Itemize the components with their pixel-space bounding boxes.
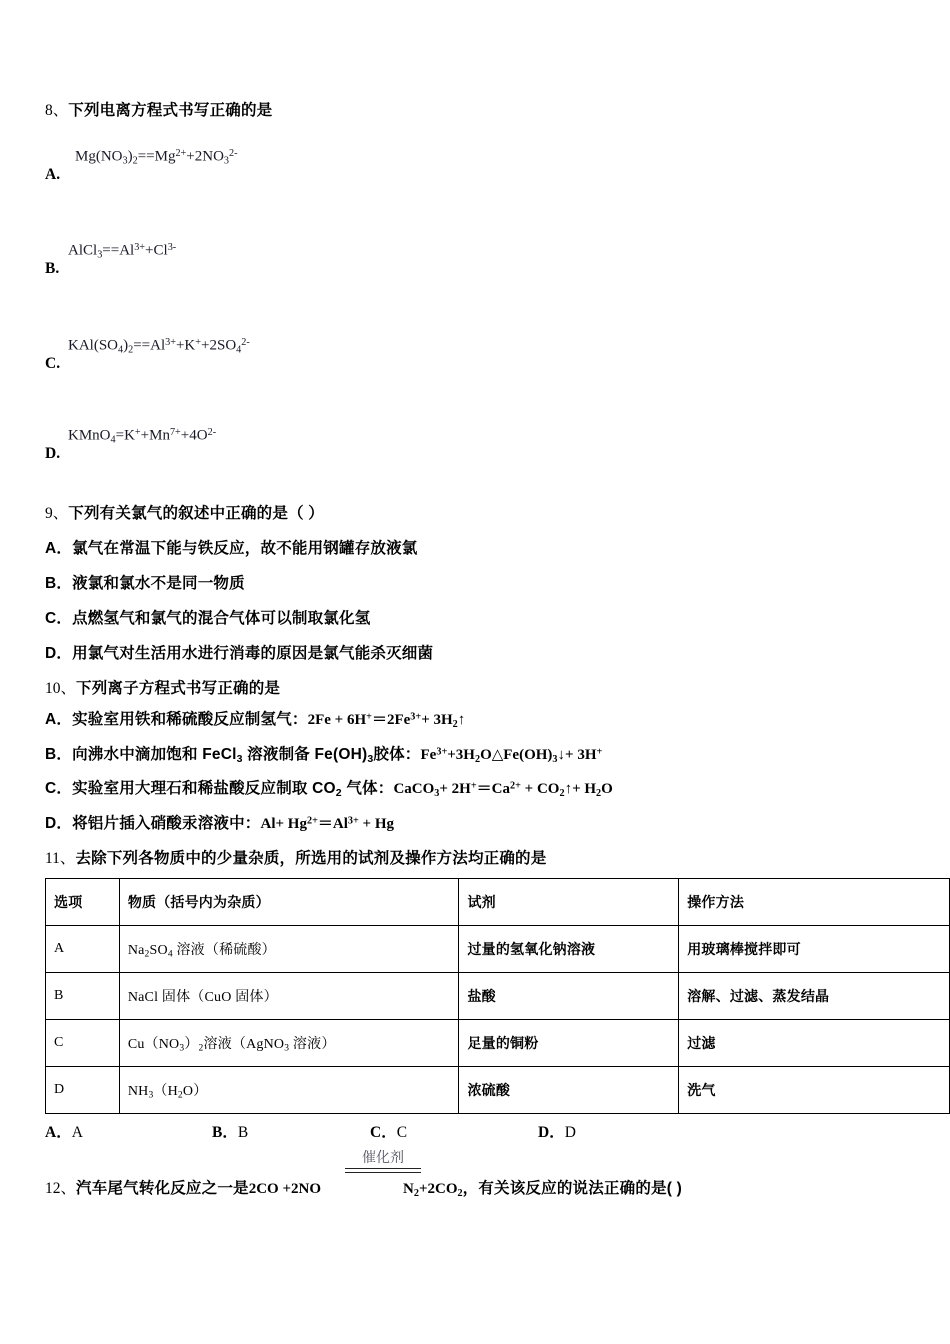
table-row-b-option: B xyxy=(46,973,120,1020)
question-10-option-b-equation: $Fe^{3+}+3H_2O\triangle Fe(OH)_3↓+ 3H^+$ xyxy=(420,746,603,765)
question-8-option-a-label[interactable]: A. xyxy=(45,166,61,183)
question-11-answer-a[interactable] xyxy=(45,1120,83,1142)
reaction-double-line-icon xyxy=(345,1168,421,1173)
table-row[interactable] xyxy=(46,1020,950,1067)
question-9-option-a-text: 氯气在常温下能与铁反应，故不能用钢罐存放液氯 xyxy=(72,540,418,557)
table-row-c-reagent: 足量的铜粉 xyxy=(459,1020,679,1067)
table-header-option: 选项 xyxy=(46,879,120,926)
question-8-option-c-label[interactable]: C. xyxy=(45,355,61,372)
question-10-stem-text: 下列离子方程式书写正确的是 xyxy=(76,680,281,697)
table-row-c-substance: $Cu(NO_3)_2$溶液（AgNO$_3$ 溶液） xyxy=(119,1020,459,1067)
question-9-number: 9、 xyxy=(45,505,69,522)
question-9-option-a-label: A． xyxy=(45,540,73,557)
question-11-answer-b[interactable] xyxy=(212,1120,248,1142)
question-10-stem xyxy=(45,680,280,699)
table-row-d-substance: $NH_3(H_2O)$ xyxy=(119,1067,459,1114)
question-9-option-c[interactable] xyxy=(45,610,370,629)
table-row[interactable] xyxy=(46,926,950,973)
table-row-a-reagent: 过量的氢氧化钠溶液 xyxy=(459,926,679,973)
question-11-answer-a-key: A． xyxy=(45,1124,72,1141)
question-10-option-c-label: C． xyxy=(45,780,73,797)
question-8-option-d-label[interactable]: D. xyxy=(45,445,61,462)
question-11-stem xyxy=(45,850,546,869)
table-row-d-method: 洗气 xyxy=(679,1067,950,1114)
question-11-answer-b-value: B xyxy=(237,1124,249,1141)
table-header-row xyxy=(46,879,950,926)
table-row-c-option: C xyxy=(46,1020,120,1067)
question-8-stem xyxy=(45,102,272,121)
question-12-products: $N_2+2CO_2$ xyxy=(403,1181,463,1199)
question-9-option-b[interactable] xyxy=(45,575,245,594)
question-9-option-b-text: 液氯和氯水不是同一物质 xyxy=(72,575,245,592)
question-8-option-b-label[interactable]: B. xyxy=(45,260,60,277)
question-11-answer-a-value: A xyxy=(71,1124,83,1141)
table-row-a-method: 用玻璃棒搅拌即可 xyxy=(679,926,950,973)
question-11-number: 11、 xyxy=(45,850,76,867)
question-9-option-b-label: B． xyxy=(45,575,73,592)
question-8-option-b-formula: $AlCl_3==Al^{3+}+Cl^{3-}$ xyxy=(68,242,177,261)
table-row-c-method: 过滤 xyxy=(679,1020,950,1067)
question-12-number: 12、 xyxy=(45,1180,77,1197)
table-header-method: 操作方法 xyxy=(679,879,950,926)
question-9-stem-text: 下列有关氯气的叙述中正确的是（ ） xyxy=(68,505,324,522)
question-11-answer-d-key: D． xyxy=(538,1124,565,1141)
question-10-option-d-label: D． xyxy=(45,815,73,832)
question-10-option-a-equation: $2Fe + 6H^+=2Fe^{3+}+$ $3H_2↑$ xyxy=(307,711,466,730)
question-11-answer-c-value: C xyxy=(396,1124,408,1141)
catalyst-condition-label: 催化剂 xyxy=(362,1151,404,1166)
question-10-option-d[interactable] xyxy=(45,815,394,834)
table-row-b-reagent: 盐酸 xyxy=(459,973,679,1020)
catalyst-reaction-arrow xyxy=(345,1152,421,1173)
table-row-d-reagent: 浓硫酸 xyxy=(459,1067,679,1114)
question-11-answer-d[interactable] xyxy=(538,1120,576,1142)
table-row[interactable] xyxy=(46,1067,950,1114)
question-10-option-c-lead: 实验室用大理石和稀盐酸反应制取 $CO_2$ 气体： xyxy=(72,780,394,799)
question-9-option-d-text: 用氯气对生活用水进行消毒的原因是氯气能杀灭细菌 xyxy=(72,645,434,662)
question-10-option-c-equation: CaCO$_3$+ $2H^+=Ca^{2+}$ + $CO_2↑+ H_2O$ xyxy=(393,780,613,799)
table-row[interactable] xyxy=(46,973,950,1020)
question-10-option-b[interactable] xyxy=(45,746,602,766)
question-11-answer-c[interactable] xyxy=(370,1120,407,1142)
question-8-option-d-formula: $KMnO_4=K^++Mn^{7+}+4O^{2-}$ xyxy=(68,427,217,446)
question-9-option-c-text: 点燃氢气和氯气的混合气体可以制取氯化氢 xyxy=(72,610,371,627)
question-10-option-a-lead: 实验室用铁和稀硫酸反应制氢气： xyxy=(72,711,308,728)
question-8-number: 8、 xyxy=(45,102,69,119)
table-row-a-substance: $Na_2SO_4$ 溶液（稀硫酸） xyxy=(119,926,459,973)
question-11-answer-choices xyxy=(0,1120,950,1146)
question-10-option-b-lead: 向沸水中滴加饱和 FeCl$_3$ 溶液制备 $Fe(OH)_3$胶体： xyxy=(72,746,421,765)
question-12-reactants: 2CO +2NO xyxy=(248,1181,322,1197)
question-9-stem xyxy=(45,505,324,524)
question-10-number: 10、 xyxy=(45,680,77,697)
question-9-option-d[interactable] xyxy=(45,645,433,664)
table-row-a-option: A xyxy=(46,926,120,973)
question-10-option-b-label: B． xyxy=(45,746,73,763)
question-8-stem-text: 下列电离方程式书写正确的是 xyxy=(68,102,273,119)
question-12-stem xyxy=(45,1180,682,1200)
question-9-option-c-label: C． xyxy=(45,610,73,627)
question-9-option-a[interactable] xyxy=(45,540,418,559)
question-10-option-c[interactable] xyxy=(45,780,613,800)
question-9-option-d-label: D． xyxy=(45,645,73,662)
question-11-stem-text: 去除下列各物质中的少量杂质，所选用的试剂及操作方法均正确的是 xyxy=(75,850,547,867)
table-header-reagent: 试剂 xyxy=(459,879,679,926)
table-row-b-method: 溶解、过滤、蒸发结晶 xyxy=(679,973,950,1020)
question-11-answer-b-key: B． xyxy=(212,1124,238,1141)
table-header-substance: 物质（括号内为杂质） xyxy=(119,879,459,926)
table-row-b-substance: NaCl 固体（CuO 固体） xyxy=(119,973,459,1020)
question-12-lead-text: 汽车尾气转化反应之一是 xyxy=(76,1180,249,1197)
question-8-option-c-formula: $KAl(SO_4)_2==Al^{3+}+K^++2SO_4^{2-}$ xyxy=(68,337,250,356)
impurity-removal-table xyxy=(45,878,950,1114)
question-12-tail-text: ，有关该反应的说法正确的是( ) xyxy=(462,1180,682,1197)
question-11-answer-d-value: D xyxy=(564,1124,576,1141)
question-10-option-d-lead: 将铝片插入硝酸汞溶液中： xyxy=(72,815,261,832)
question-10-option-a[interactable] xyxy=(45,711,465,731)
table-row-d-option: D xyxy=(46,1067,120,1114)
question-10-option-d-equation: $Al+ Hg^{2+}=Al^{3+} + Hg$ xyxy=(260,815,395,832)
question-11-answer-c-key: C． xyxy=(370,1124,397,1141)
question-10-option-a-label: A． xyxy=(45,711,73,728)
question-8-option-a-formula: $Mg(NO_3)_2==Mg^{2+}+2NO_3^{2-}$ xyxy=(75,148,238,167)
